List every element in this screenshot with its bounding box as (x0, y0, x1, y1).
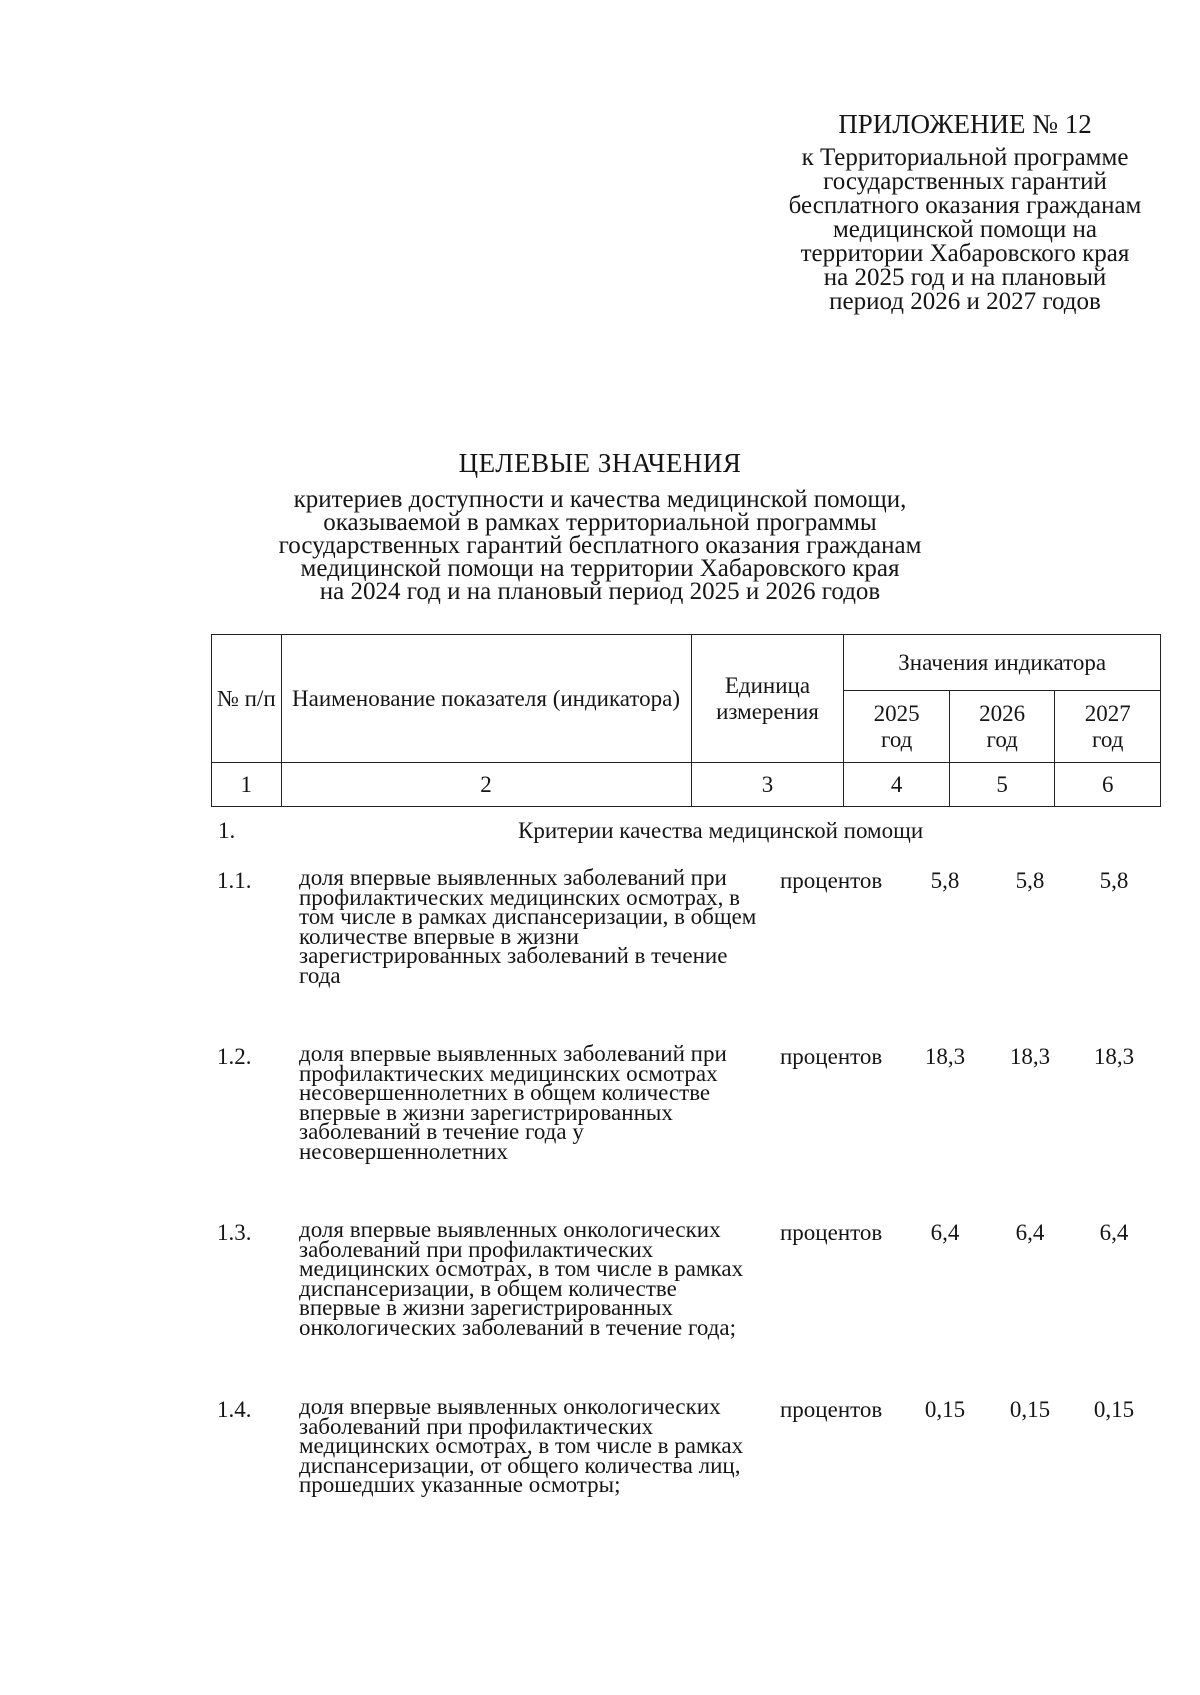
document-title: ЦЕЛЕВЫЕ ЗНАЧЕНИЯ (458, 448, 742, 478)
column-number-4: 4 (844, 763, 950, 807)
header-year-2026: 2026 год (949, 691, 1055, 763)
row-value-2026: 0,15 (1009, 1397, 1051, 1422)
column-number-1: 1 (212, 763, 282, 807)
row-value-2026: 18,3 (1009, 1044, 1051, 1069)
subtitle-line: на 2024 год и на плановый период 2025 и 2026 годов (319, 578, 881, 605)
row-value-2025: 5,8 (930, 868, 960, 893)
header-year-2027: 2027 год (1055, 691, 1161, 763)
row-value-2026: 6,4 (1015, 1220, 1045, 1245)
appendix-line: территории Хабаровского края (800, 240, 1130, 267)
row-number: 1.2. (217, 1044, 252, 1069)
row-value-2025: 18,3 (924, 1044, 966, 1069)
section-title: Критерии качества медицинской помощи (518, 818, 924, 843)
row-value-2026: 5,8 (1015, 868, 1045, 893)
subtitle-line: оказываемой в рамках территориальной программы (323, 509, 877, 536)
row-indicator-name: доля впервые выявленных онкологических заболеваний при профилактических медицинских осмотрах, в том числе в рамках диспансеризации, от общего количества лиц, прошедших указанные осмотры; (299, 1394, 744, 1497)
row-value-2027: 5,8 (1099, 868, 1129, 893)
appendix-line: период 2026 и 2027 годов (829, 288, 1101, 315)
row-unit: процентов (780, 1220, 883, 1245)
appendix-line: государственных гарантий (823, 168, 1107, 195)
row-indicator-name: доля впервые выявленных заболеваний при профилактических медицинских осмотрах несовершеннолетних в общем количестве впервые в жизни зарегистрированных заболеваний в течение года у несовершеннолетних (299, 1041, 727, 1164)
header-unit: Единица измерения (691, 635, 844, 763)
row-indicator-name: доля впервые выявленных заболеваний при профилактических медицинских осмотрах, в том числе в рамках диспансеризации, в общем количестве впервые в жизни зарегистрированных заболеваний в течение года (299, 865, 757, 988)
column-number-3: 3 (691, 763, 844, 807)
appendix-line: к Территориальной программе (801, 144, 1129, 171)
appendix-line: бесплатного оказания гражданам (788, 192, 1142, 219)
row-value-2025: 6,4 (930, 1220, 960, 1245)
indicator-table-header (211, 634, 1161, 807)
appendix-title: ПРИЛОЖЕНИЕ № 12 (838, 109, 1092, 139)
header-indicator-name: Наименование показателя (индикатора) (281, 635, 691, 763)
row-number: 1.1. (217, 868, 252, 893)
section-number: 1. (218, 818, 236, 843)
row-indicator-name: доля впервые выявленных онкологических заболеваний при профилактических медицинских осмотрах, в том числе в рамках диспансеризации, в общем количестве впервые в жизни зарегистрированных онкологических заболеваний в течение года; (299, 1217, 744, 1340)
appendix-block (745, 109, 1185, 315)
header-year-2025: 2025 год (844, 691, 950, 763)
subtitle-line: критериев доступности и качества медицинской помощи, (293, 486, 907, 513)
row-value-2027: 6,4 (1099, 1220, 1129, 1245)
header-indicator-values: Значения индикатора (844, 635, 1161, 691)
row-value-2027: 0,15 (1093, 1397, 1135, 1422)
column-number-2: 2 (281, 763, 691, 807)
row-number: 1.4. (217, 1397, 252, 1422)
row-number: 1.3. (217, 1220, 252, 1245)
row-unit: процентов (780, 868, 883, 893)
subtitle-line: медицинской помощи на территории Хабаровского края (300, 555, 900, 582)
row-unit: процентов (780, 1397, 883, 1422)
appendix-line: медицинской помощи на (832, 216, 1097, 243)
column-number-5: 5 (949, 763, 1055, 807)
document-subtitle (260, 488, 940, 603)
subtitle-line: государственных гарантий бесплатного оказания гражданам (278, 532, 922, 559)
header-number: № п/п (212, 635, 282, 763)
row-value-2027: 18,3 (1093, 1044, 1135, 1069)
column-number-6: 6 (1055, 763, 1161, 807)
appendix-line: на 2025 год и на плановый (823, 264, 1107, 291)
row-unit: процентов (780, 1044, 883, 1069)
row-value-2025: 0,15 (924, 1397, 966, 1422)
